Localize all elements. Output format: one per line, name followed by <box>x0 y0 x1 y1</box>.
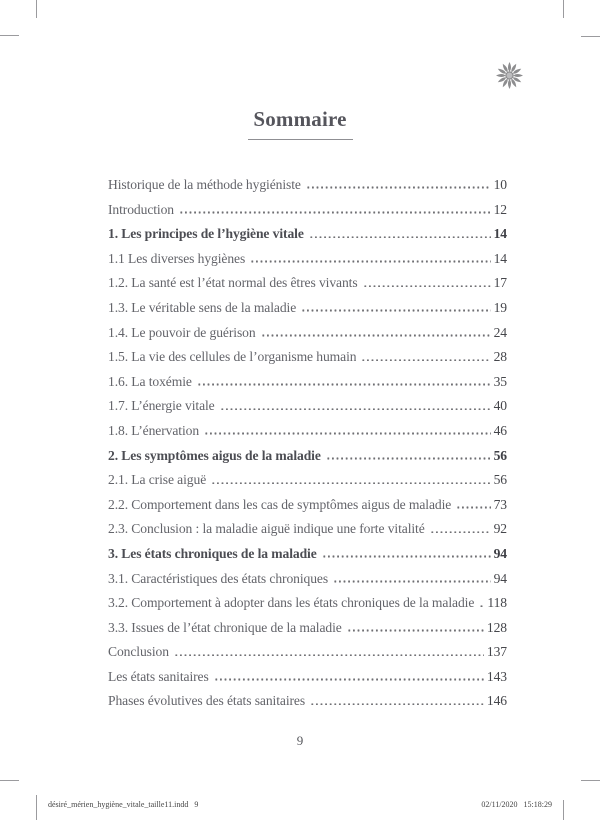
toc-entry-page: 12 <box>493 201 507 217</box>
toc-entry <box>108 226 507 251</box>
dot-leader-icon <box>361 359 490 362</box>
toc-entry-page: 14 <box>493 226 507 242</box>
crop-mark <box>563 800 564 820</box>
dot-leader-icon <box>347 629 484 632</box>
title-underline <box>248 139 353 140</box>
toc-entry <box>108 374 507 399</box>
crop-mark <box>563 0 564 18</box>
toc-entry <box>108 521 507 546</box>
toc-entry-page: 35 <box>493 373 507 389</box>
toc-entry-page: 28 <box>493 349 507 365</box>
toc-entry-page: 56 <box>493 447 507 463</box>
toc-entry <box>108 644 507 669</box>
dot-leader-icon <box>363 285 491 288</box>
print-slug-filename: désiré_mérien_hygiène_vitale_taille11.indd 9 <box>48 800 199 809</box>
toc-entry <box>108 202 507 227</box>
toc-entry-page: 128 <box>486 619 507 635</box>
dot-leader-icon <box>261 334 491 337</box>
toc-entry-label: 1.4. Le pouvoir de guérison <box>108 324 256 340</box>
toc-entry-page: 94 <box>493 570 507 586</box>
toc-entry <box>108 423 507 448</box>
dot-leader-icon <box>204 432 491 435</box>
toc-entry <box>108 300 507 325</box>
toc-entry-label: 3. Les états chroniques de la maladie <box>108 545 317 561</box>
toc-entry-page: 118 <box>487 595 507 611</box>
toc-entry-label: Phases évolutives des états sanitaires <box>108 693 306 709</box>
toc-entry <box>108 275 507 300</box>
toc-entry <box>108 177 507 202</box>
dot-leader-icon <box>220 408 491 411</box>
flower-icon <box>495 61 524 90</box>
crop-mark <box>581 36 600 37</box>
dot-leader-icon <box>179 211 491 214</box>
toc-entry-page: 14 <box>493 250 507 266</box>
toc-entry <box>108 595 507 620</box>
dot-leader-icon <box>306 186 491 189</box>
toc-entry-page: 94 <box>493 545 507 561</box>
crop-mark <box>581 780 600 781</box>
toc-entry <box>108 497 507 522</box>
dot-leader-icon <box>456 506 490 509</box>
toc-entry <box>108 546 507 571</box>
toc-entry-label: 1.5. La vie des cellules de l’organisme humain <box>108 349 357 365</box>
toc-entry-label: 3.2. Comportement à adopter dans les états chroniques de la maladie <box>108 595 475 611</box>
toc-entry <box>108 251 507 276</box>
toc-entry <box>108 693 507 718</box>
dot-leader-icon <box>174 654 484 657</box>
toc-list <box>108 177 507 718</box>
toc-entry-page: 73 <box>493 496 507 512</box>
toc-entry <box>108 398 507 423</box>
dot-leader-icon <box>310 703 484 706</box>
toc-entry <box>108 472 507 497</box>
dot-leader-icon <box>333 580 491 583</box>
crop-mark <box>0 35 19 36</box>
print-slug-timestamp: 02/11/2020 15:18:29 <box>481 800 552 809</box>
toc-entry-label: 1.6. La toxémie <box>108 373 192 389</box>
crop-mark <box>36 0 37 18</box>
toc-entry-label: 1.8. L’énervation <box>108 422 200 438</box>
toc-entry-page: 19 <box>493 299 507 315</box>
dot-leader-icon <box>322 555 491 558</box>
toc-entry-label: Conclusion <box>108 644 169 660</box>
toc-entry-label: 3.3. Issues de l’état chronique de la maladie <box>108 619 342 635</box>
toc-entry <box>108 669 507 694</box>
dot-leader-icon <box>214 678 484 681</box>
toc-entry-label: 2.3. Conclusion : la maladie aiguë indique une forte vitalité <box>108 521 425 537</box>
page-title: Sommaire <box>253 107 347 131</box>
toc-entry <box>108 571 507 596</box>
toc-entry <box>108 448 507 473</box>
toc-entry-page: 143 <box>486 668 507 684</box>
toc-entry-label: Introduction <box>108 201 174 217</box>
toc-entry-label: 2.1. La crise aiguë <box>108 472 207 488</box>
crop-mark <box>36 795 37 820</box>
toc-entry <box>108 620 507 645</box>
toc-entry-page: 24 <box>493 324 507 340</box>
dot-leader-icon <box>250 260 490 263</box>
toc-entry-page: 92 <box>493 521 507 537</box>
dot-leader-icon <box>309 236 491 239</box>
toc-entry-label: 2. Les symptômes aigus de la maladie <box>108 447 321 463</box>
toc-entry-page: 146 <box>486 693 507 709</box>
toc-entry-label: 3.1. Caractéristiques des états chroniques <box>108 570 329 586</box>
toc-entry-label: 2.2. Comportement dans les cas de symptômes aigus de maladie <box>108 496 452 512</box>
dot-leader-icon <box>479 605 484 608</box>
toc-entry-label: 1. Les principes de l’hygiène vitale <box>108 226 304 242</box>
dot-leader-icon <box>430 531 491 534</box>
toc-entry-page: 56 <box>493 472 507 488</box>
dot-leader-icon <box>211 482 490 485</box>
toc-entry-page: 40 <box>493 398 507 414</box>
toc-entry-page: 10 <box>493 177 507 192</box>
toc-entry-page: 17 <box>493 275 507 291</box>
toc-entry-page: 137 <box>486 644 507 660</box>
toc-entry <box>108 325 507 350</box>
toc-entry <box>108 349 507 374</box>
toc-entry-label: 1.3. Le véritable sens de la maladie <box>108 299 297 315</box>
folio-page-number: 9 <box>296 733 304 748</box>
toc-entry-label: 1.7. L’énergie vitale <box>108 398 215 414</box>
dot-leader-icon <box>197 383 491 386</box>
toc-entry-page: 46 <box>493 422 507 438</box>
crop-mark <box>0 780 19 781</box>
dot-leader-icon <box>301 309 490 312</box>
toc-entry-label: 1.2. La santé est l’état normal des êtres vivants <box>108 275 358 291</box>
toc-entry-label: 1.1 Les diverses hygiènes <box>108 250 246 266</box>
toc-entry-label: Historique de la méthode hygiéniste <box>108 177 301 192</box>
dot-leader-icon <box>326 457 491 460</box>
toc-entry-label: Les états sanitaires <box>108 668 209 684</box>
